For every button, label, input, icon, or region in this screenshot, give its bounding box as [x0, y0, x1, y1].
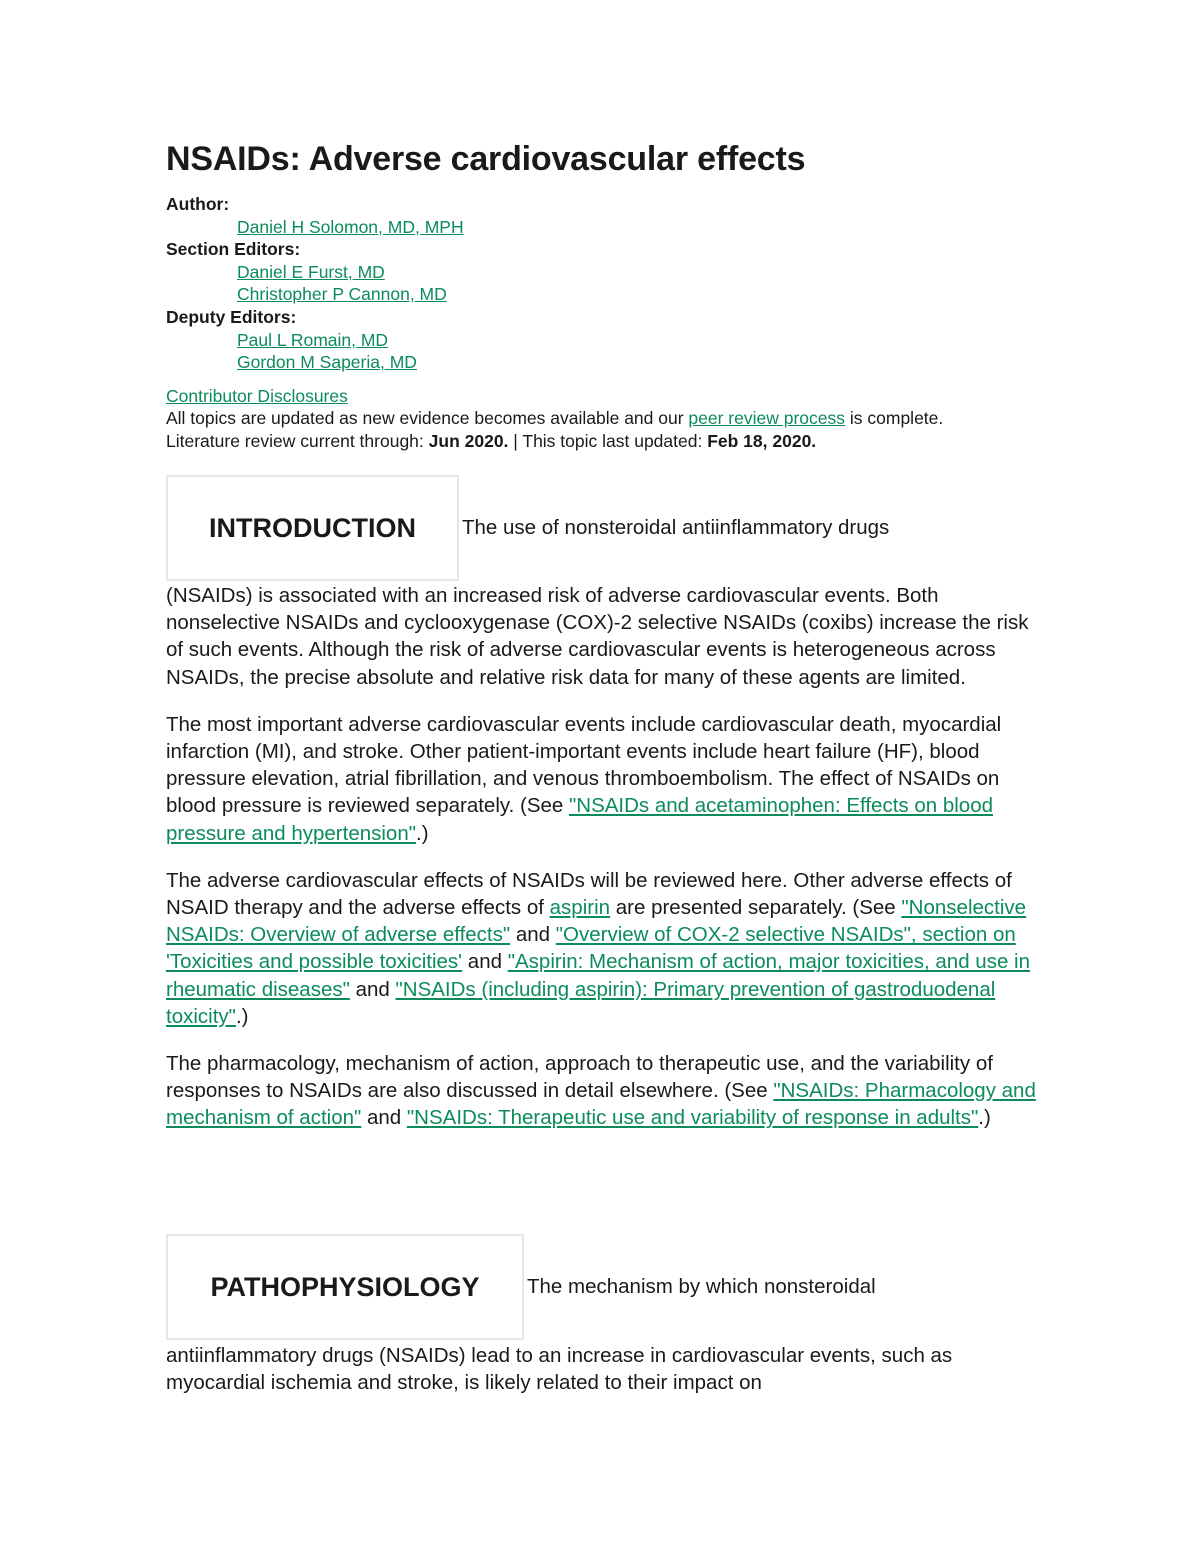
- introduction-body: [166, 582, 1036, 1152]
- page-title: NSAIDs: Adverse cardiovascular effects: [166, 140, 806, 178]
- topic-link[interactable]: "Aspirin: Mechanism of action, major toxicities, and use in rheumatic diseases": [166, 950, 1030, 1001]
- deputy-editor-link[interactable]: Paul L Romain, MD: [237, 329, 389, 350]
- author-label: Author:: [166, 194, 230, 214]
- topic-link[interactable]: "NSAIDs: Pharmacology and mechanism of action": [166, 1079, 1036, 1130]
- drug-link-aspirin[interactable]: aspirin: [549, 896, 611, 920]
- introduction-heading-row: [166, 475, 889, 581]
- pathophysiology-heading-row: [166, 1234, 876, 1340]
- topic-link[interactable]: "NSAIDs: Therapeutic use and variability of response in adults": [406, 1106, 979, 1130]
- pathophysiology-lead: The mechanism by which nonsteroidal: [527, 1275, 876, 1298]
- review-dates: Literature review current through: Jun 2020. | This topic last updated: Feb 18, 2020.: [166, 430, 817, 451]
- paragraph: The pharmacology, mechanism of action, approach to therapeutic use, and the variability of responses to NSAIDs are also discussed in detail elsewhere. (See "NSAIDs: Pharmacology and mechanism of action" and "NSAIDs: Therapeutic use and variability of response in adults".): [166, 1052, 1036, 1130]
- paragraph: antiinflammatory drugs (NSAIDs) lead to an increase in cardiovascular events, such as myocardial ischemia and stroke, is likely related to their impact on: [166, 1344, 953, 1395]
- paragraph: The adverse cardiovascular effects of NSAIDs will be reviewed here. Other adverse effects of NSAID therapy and the adverse effects of aspirin are presented separately. (See "Nonselective NSAIDs: Overview of adverse effects" and "Overview of COX-2 selective NSAIDs", section on 'Toxicities and possible toxicities' and "Aspirin: Mechanism of action, major toxicities, and use in rheumatic diseases" and "NSAIDs (including aspirin): Primary prevention of gastroduodenal toxicity".): [166, 868, 1030, 1028]
- review-date: Jun 2020.: [428, 430, 509, 451]
- introduction-heading: INTRODUCTION: [166, 475, 459, 581]
- peer-review-link[interactable]: peer review process: [688, 408, 846, 429]
- section-editor-link[interactable]: Christopher P Cannon, MD: [237, 284, 447, 305]
- topic-link[interactable]: "NSAIDs (including aspirin): Primary prevention of gastroduodenal toxicity": [166, 977, 996, 1028]
- introduction-lead: The use of nonsteroidal antiinflammatory drugs: [462, 516, 890, 539]
- paragraph: The most important adverse cardiovascular events include cardiovascular death, myocardial infarction (MI), and stroke. Other patient-important events include heart failure (HF), blood pressure elevation, atrial fibrillation, and venous thromboembolism. The effect of NSAIDs on blood pressure is reviewed separately. (See "NSAIDs and acetaminophen: Effects on blood pressure and hypertension".): [166, 712, 1002, 845]
- updated-date: Feb 18, 2020.: [707, 430, 817, 451]
- author-link[interactable]: Daniel H Solomon, MD, MPH: [237, 216, 464, 237]
- contributor-disclosures-link[interactable]: Contributor Disclosures: [166, 385, 348, 406]
- section-editor-link[interactable]: Daniel E Furst, MD: [237, 261, 385, 282]
- deputy-editor-link[interactable]: Gordon M Saperia, MD: [237, 352, 417, 373]
- paragraph: (NSAIDs) is associated with an increased risk of adverse cardiovascular events. Both nonselective NSAIDs and cyclooxygenase (COX)-2 selective NSAIDs (coxibs) increase the risk of such events. Although the risk of adverse cardiovascular events is heterogeneous across NSAIDs, the precise absolute and relative risk data for many of these agents are limited.: [166, 584, 1029, 689]
- update-note: All topics are updated as new evidence becomes available and our peer review process is complete.: [166, 408, 944, 429]
- pathophysiology-heading: PATHOPHYSIOLOGY: [166, 1234, 524, 1340]
- topic-link[interactable]: "NSAIDs and acetaminophen: Effects on blood pressure and hypertension": [166, 794, 993, 845]
- pathophysiology-body: [166, 1342, 1036, 1416]
- article-metadata: [166, 193, 1026, 453]
- deputy-editors-label: Deputy Editors:: [166, 306, 297, 327]
- section-editors-label: Section Editors:: [166, 239, 301, 260]
- topic-link[interactable]: "Nonselective NSAIDs: Overview of adverse effects": [166, 896, 1027, 947]
- topic-link[interactable]: "Overview of COX-2 selective NSAIDs", section on 'Toxicities and possible toxicities': [166, 923, 1016, 974]
